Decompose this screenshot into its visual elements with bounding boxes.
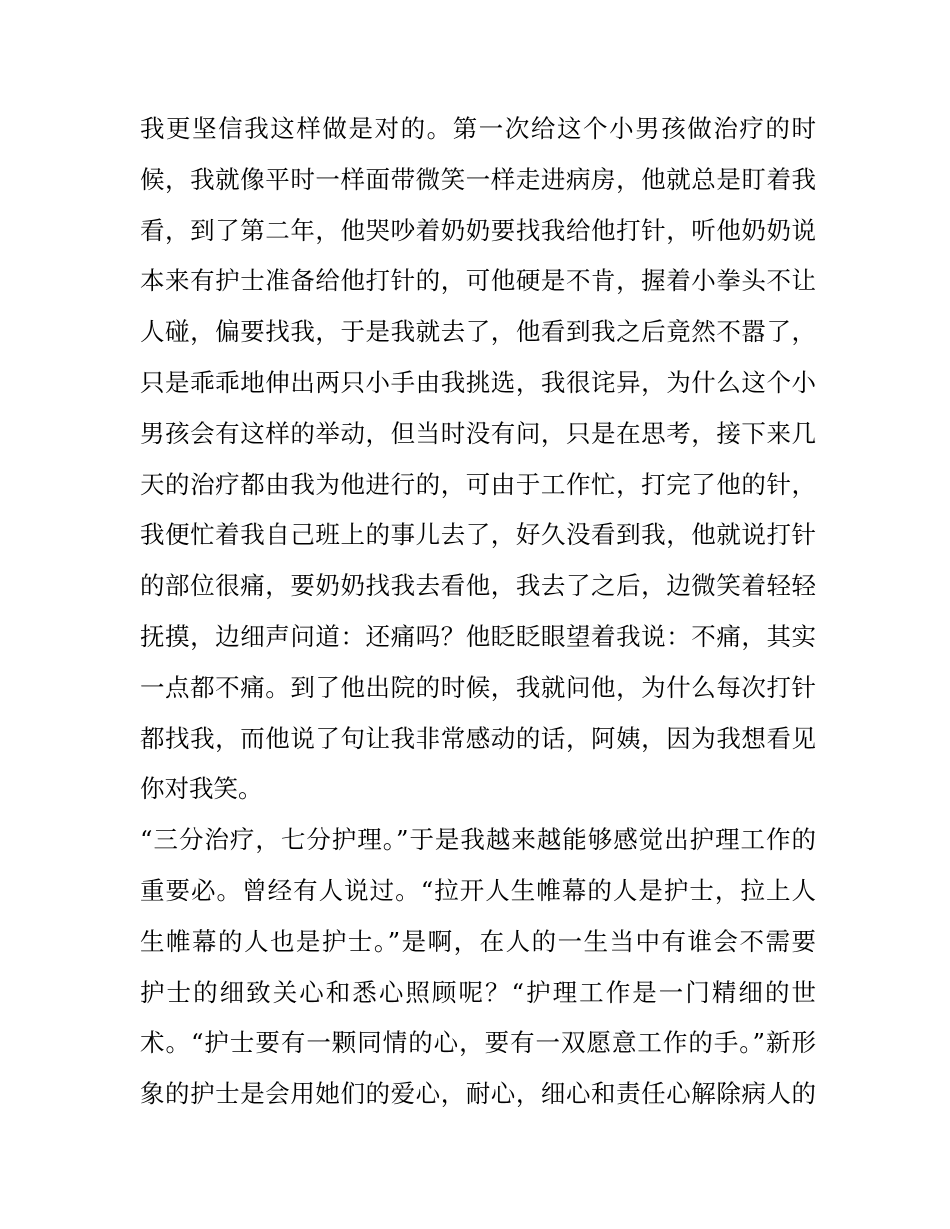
text-line: 天的治疗都由我为他进行的，可由于工作忙，打完了他的针， [140,469,816,499]
text-line: 候，我就像平时一样面带微笑一样走进病房，他就总是盯着我 [140,164,816,194]
text-line: 护士的细致关心和悉心照顾呢？“护理工作是一门精细的世 [140,977,816,1007]
text-line: 我便忙着我自己班上的事儿去了，好久没看到我，他就说打针 [140,520,816,550]
text-line: 只是乖乖地伸出两只小手由我挑选，我很诧异，为什么这个小 [140,367,816,397]
text-line: 的部位很痛，要奶奶找我去看他，我去了之后，边微笑着轻轻 [140,571,816,601]
text-line: 术。“护士要有一颗同情的心，要有一双愿意工作的手。”新形 [140,1028,816,1058]
text-line: 男孩会有这样的举动，但当时没有问，只是在思考，接下来几 [140,418,816,448]
text-line: 人碰，偏要找我，于是我就去了，他看到我之后竟然不嚣了， [140,317,816,347]
text-line: “三分治疗，七分护理。”于是我越来越能够感觉出护理工作的 [140,825,816,855]
text-line: 生帷幕的人也是护士。”是啊，在人的一生当中有谁会不需要 [140,926,816,956]
text-line: 看，到了第二年，他哭吵着奶奶要找我给他打针，听他奶奶说 [140,215,816,245]
text-line: 我更坚信我这样做是对的。第一次给这个小男孩做治疗的时 [140,114,816,143]
text-line: 本来有护士准备给他打针的，可他硬是不肯，握着小拳头不让 [140,266,816,296]
text-line: 一点都不痛。到了他出院的时候，我就问他，为什么每次打针 [140,672,816,702]
text-line: 你对我笑。 [140,774,263,804]
text-line: 重要必。曾经有人说过。“拉开人生帷幕的人是护士，拉上人 [140,875,816,905]
text-line: 抚摸，边细声问道：还痛吗？他眨眨眼望着我说：不痛，其实 [140,621,816,651]
document-body [140,104,816,1120]
text-line: 象的护士是会用她们的爱心，耐心，细心和责任心解除病人的 [140,1079,816,1109]
text-line: 都找我，而他说了句让我非常感动的话，阿姨，因为我想看见 [140,723,816,753]
